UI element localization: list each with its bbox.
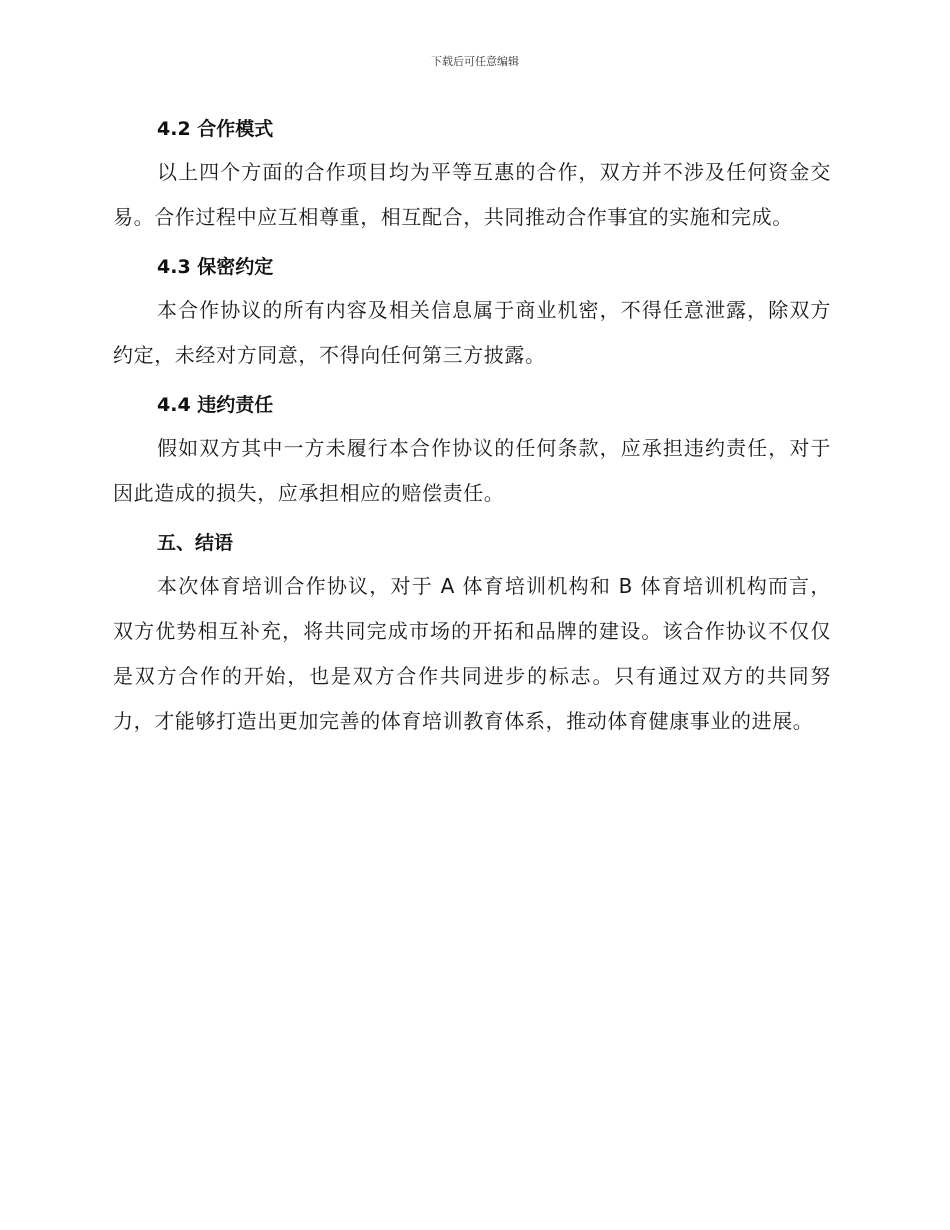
section-heading-4-3: 4.3 保密约定 xyxy=(157,256,274,278)
section-paragraph-4-3: 本合作协议的所有内容及相关信息属于商业机密，不得任意泄露，除双方约定，未经对方同意，不得向任何第三方披露。 xyxy=(113,298,831,367)
section-paragraph-4-2: 以上四个方面的合作项目均为平等互惠的合作，双方并不涉及任何资金交易。合作过程中应互相尊重，相互配合，共同推动合作事宜的实施和完成。 xyxy=(113,160,831,229)
section-heading-4-2: 4.2 合作模式 xyxy=(157,118,274,140)
section-heading-conclusion: 五、结语 xyxy=(157,532,234,554)
document-body xyxy=(113,112,831,744)
section-heading-4-4: 4.4 违约责任 xyxy=(157,394,274,416)
section-paragraph-conclusion: 本次体育培训合作协议，对于 A 体育培训机构和 B 体育培训机构而言，双方优势相互补充，将共同完成市场的开拓和品牌的建设。该合作协议不仅仅是双方合作的开始，也是双方合作共同进步的标志。只有通过双方的共同努力，才能够打造出更加完善的体育培训教育体系，推动体育健康事业的进展。 xyxy=(113,574,831,733)
page-header-note: 下载后可任意编辑 xyxy=(431,55,519,68)
section-paragraph-4-4: 假如双方其中一方未履行本合作协议的任何条款，应承担违约责任，对于因此造成的损失，应承担相应的赔偿责任。 xyxy=(113,436,831,505)
